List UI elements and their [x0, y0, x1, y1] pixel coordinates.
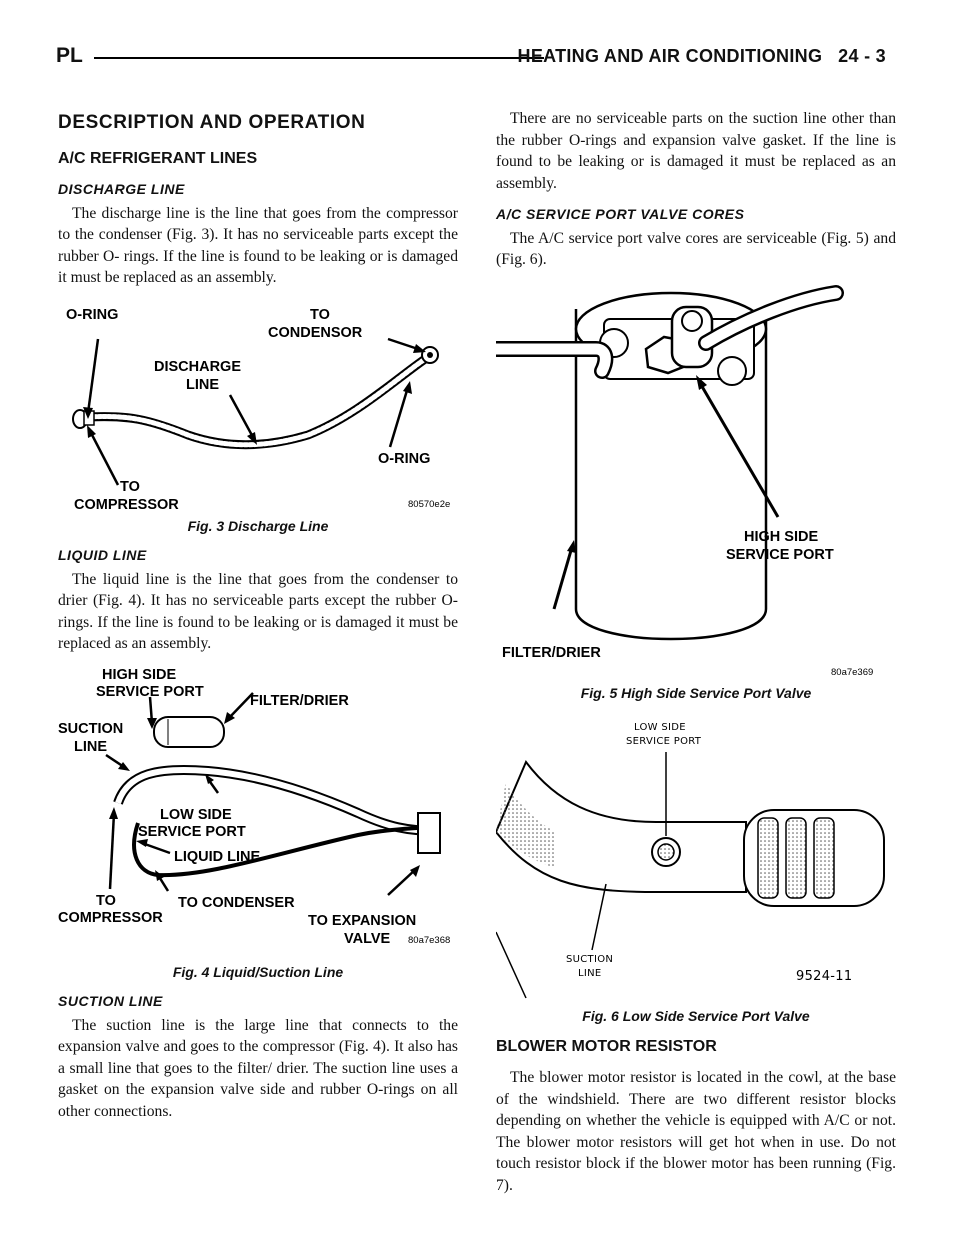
- fig4-label-low-side-1: LOW SIDE: [160, 806, 232, 823]
- fig4-caption: Fig. 4 Liquid/Suction Line: [172, 963, 344, 980]
- suction-line-paragraph-continued: There are no serviceable parts on the suction line other than the rubber O-rings and expansion valve gasket. If the line is found to be leaking or is damaged it must be replaced as an assembly.: [496, 110, 896, 192]
- discharge-line-paragraph: The discharge line is the line that goes from the compressor to the condenser (Fig. 3). It has no serviceable parts except the rubber O- rings. If the line is found to be leaking or is damaged it must be replaced as an assembly.: [58, 204, 458, 286]
- section-title: DESCRIPTION AND OPERATION: [58, 112, 366, 133]
- discharge-line-illustration: [58, 297, 458, 512]
- fig6-caption: Fig. 6 Low Side Service Port Valve: [582, 1008, 810, 1024]
- header-rule: [94, 57, 544, 59]
- fig3-caption: Fig. 3 Discharge Line: [187, 517, 329, 534]
- header-title: HEATING AND AIR CONDITIONING: [517, 46, 823, 66]
- fig3-label-o-ring-bottom: O-RING: [378, 450, 431, 467]
- fig4-code: 80a7e368: [408, 934, 451, 946]
- figure-4: [58, 663, 458, 984]
- fig3-label-to-compressor-2: COMPRESSOR: [74, 496, 179, 512]
- low-side-port-illustration: [496, 712, 896, 1002]
- figure-5: [496, 279, 896, 705]
- suction-line-paragraph: The suction line is the large line that connects to the expansion valve and goes to the compressor (Fig. 4). It also has a small line that goes to the filter/ drier. The suction line uses a gasket on the expansion valve side and rubber O-rings on all other connections.: [58, 1016, 458, 1120]
- fig5-code: 80a7e369: [831, 666, 874, 678]
- fig6-label-low-side-2: SERVICE PORT: [626, 736, 702, 747]
- fig3-label-o-ring-top: O-RING: [66, 306, 119, 323]
- fig4-label-to-compressor-1: TO: [96, 892, 116, 909]
- fig3-label-discharge-2: LINE: [186, 376, 220, 393]
- service-port-cores-heading: A/C SERVICE PORT VALVE CORES: [496, 206, 745, 222]
- fig4-label-suction-2: LINE: [74, 738, 108, 755]
- fig3-label-to-condensor-1: TO: [310, 306, 330, 323]
- page-header: [56, 44, 886, 68]
- fig5-caption: Fig. 5 High Side Service Port Valve: [580, 684, 812, 701]
- fig4-label-liquid-line: LIQUID LINE: [174, 848, 261, 865]
- fig6-label-suction-1: SUCTION: [566, 954, 614, 965]
- blower-resistor-paragraph: The blower motor resistor is located in the cowl, at the base of the windshield. There are two different resistor blocks depending on whether the vehicle is equipped with A/C or not. The blower motor resistors will get hot when in use. Do not touch resistor block if the blower motor has been running (Fig. 7).: [496, 1069, 896, 1194]
- suction-line-heading: SUCTION LINE: [58, 993, 163, 1009]
- subsection-refrigerant-lines: A/C REFRIGERANT LINES: [58, 149, 258, 167]
- subsection-blower-motor-resistor: BLOWER MOTOR RESISTOR: [496, 1037, 717, 1055]
- service-port-cores-paragraph: The A/C service port valve cores are serviceable (Fig. 5) and (Fig. 6).: [496, 229, 896, 268]
- fig6-label-suction-2: LINE: [578, 968, 602, 979]
- figure-3: [58, 297, 458, 538]
- manual-code: PL: [56, 44, 83, 67]
- fig3-label-to-condensor-2: CONDENSOR: [268, 324, 363, 341]
- left-column: [58, 108, 458, 1122]
- fig3-code: 80570e2e: [408, 498, 451, 510]
- fig4-label-high-side-2: SERVICE PORT: [96, 683, 204, 700]
- fig4-label-filter-drier: FILTER/DRIER: [250, 692, 349, 709]
- fig3-label-discharge-1: DISCHARGE: [154, 358, 242, 375]
- fig4-label-to-expansion-1: TO EXPANSION: [308, 912, 417, 929]
- liquid-line-paragraph: The liquid line is the line that goes from the condenser to drier (Fig. 4). It has no serviceable parts except the rubber O-rings. If the line is found to be leaking or is damaged it must be replaced as an assembly.: [58, 570, 458, 652]
- fig5-label-high-side-2: SERVICE PORT: [726, 546, 834, 563]
- fig5-label-high-side-1: HIGH SIDE: [744, 528, 819, 545]
- fig3-label-to-compressor-1: TO: [120, 478, 140, 495]
- liquid-line-heading: LIQUID LINE: [58, 547, 147, 563]
- fig4-label-high-side-1: HIGH SIDE: [102, 666, 177, 683]
- fig6-label-low-side-1: LOW SIDE: [634, 722, 686, 733]
- fig4-label-suction-1: SUCTION: [58, 720, 124, 737]
- fig4-label-to-compressor-2: COMPRESSOR: [58, 909, 163, 926]
- fig6-code: 9524-11: [796, 969, 853, 984]
- fig4-label-low-side-2: SERVICE PORT: [138, 823, 246, 840]
- figure-6: [496, 712, 896, 1028]
- fig4-label-to-expansion-2: VALVE: [344, 930, 391, 947]
- liquid-suction-line-illustration: [58, 663, 458, 958]
- fig4-label-to-condenser: TO CONDENSER: [178, 894, 295, 911]
- right-column: [496, 108, 896, 1196]
- high-side-port-illustration: [496, 279, 896, 679]
- header-title-and-page: [518, 46, 886, 67]
- fig5-label-filter-drier: FILTER/DRIER: [502, 644, 601, 661]
- page-number: 24 - 3: [838, 46, 886, 66]
- discharge-line-heading: DISCHARGE LINE: [58, 181, 185, 197]
